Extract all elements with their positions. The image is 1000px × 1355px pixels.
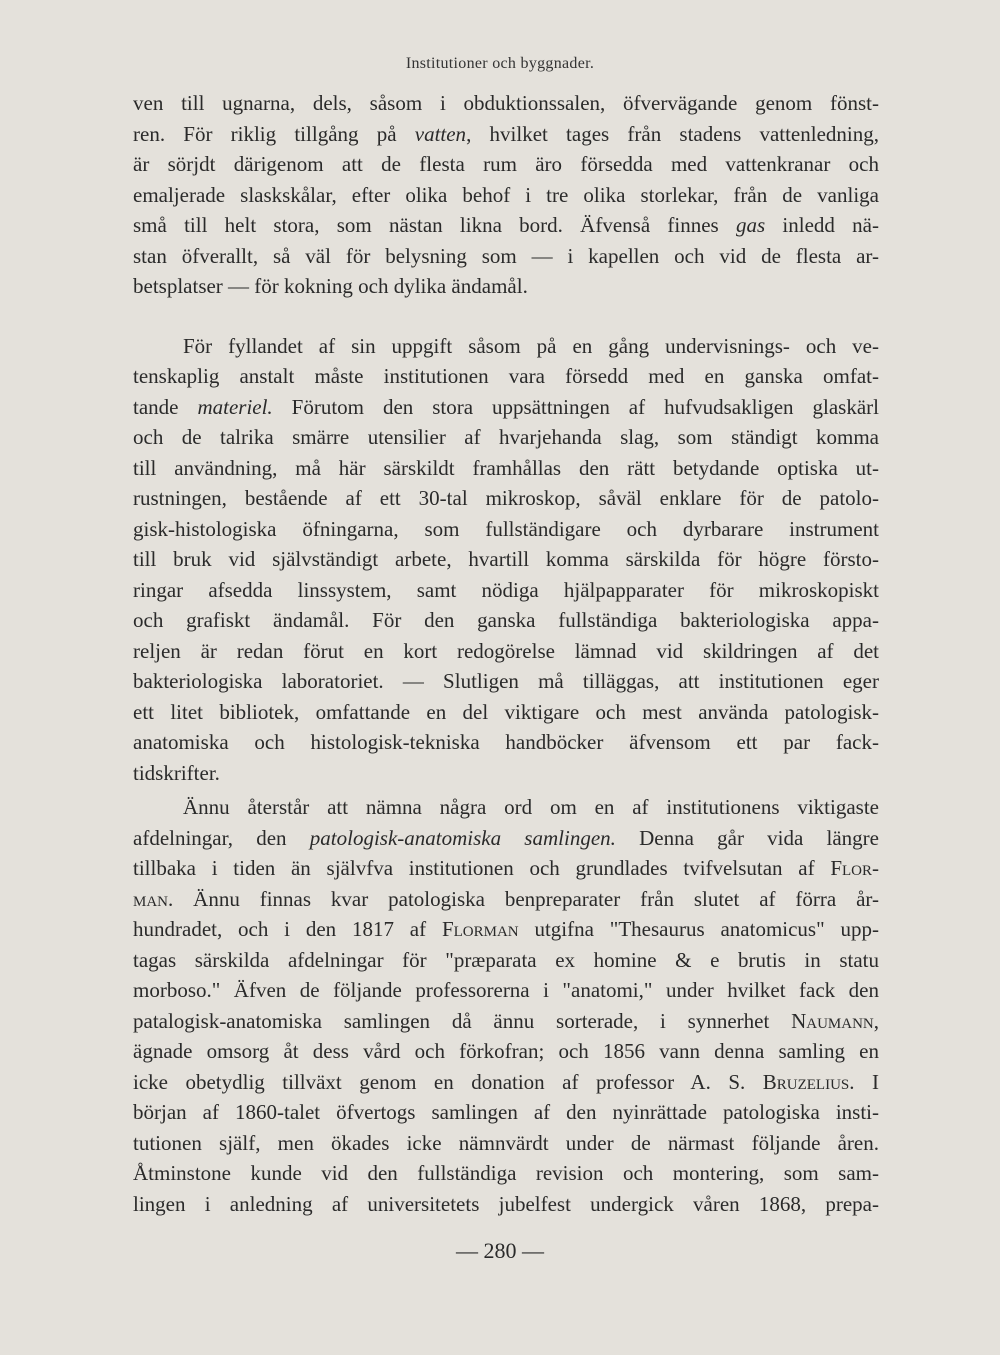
text-line (133, 914, 879, 945)
text-line (133, 1128, 879, 1159)
text-run: icke obetydlig tillväxt genom en donation af professor A. S. (133, 1069, 763, 1094)
text-run: morboso." Äfven de följande professorerna i "anatomi," under hvilket fack den (133, 978, 879, 1002)
text-line (133, 853, 879, 884)
text-run: gisk-histologiska öfningarna, som fullständigare och dyrbarare instrument (133, 516, 879, 541)
text-line (133, 180, 879, 211)
text-run: stan öfverallt, så väl för belysning som — i kapellen och vid de flesta ar- (133, 243, 879, 268)
text-run: reljen är redan förut en kort redogörelse lämnad vid skildringen af det (133, 638, 879, 663)
text-line (133, 241, 879, 272)
text-run: början af 1860-talet öfvertogs samlingen af den nyinrättade patologiska insti- (133, 1100, 879, 1124)
page-number: — 280 — (456, 1238, 544, 1263)
text-run: Denna går vida längre (615, 825, 879, 850)
emphasis: materiel. (197, 394, 273, 419)
paragraph (133, 331, 879, 789)
text-run: ägnade omsorg åt dess vård och förkofran; och 1856 vann denna samling en (133, 1039, 879, 1063)
name-smallcaps: man (133, 886, 169, 911)
text-run: ven till ugnarna, dels, såsom i obduktionssalen, öfvervägande genom fönst- (133, 91, 879, 115)
text-line (133, 636, 879, 667)
text-run: till användning, må här särskildt framhållas den rätt betydande optiska ut- (133, 455, 879, 480)
text-line (133, 727, 879, 758)
text-line (133, 422, 879, 453)
text-run: utgifna "Thesaurus anatomicus" upp- (518, 917, 879, 941)
text-line (133, 361, 879, 392)
text-line (133, 758, 879, 789)
name-smallcaps: Flor- (830, 856, 879, 880)
text-run: till bruk vid självständigt arbete, hvartill komma särskilda för högre försto- (133, 547, 879, 571)
text-line (133, 666, 879, 697)
text-run: tutionen själf, men ökades icke nämnvärdt under de närmast följande åren. (133, 1130, 879, 1155)
text-run: patalogisk-anatomiska samlingen då ännu sorterade, i synnerhet (133, 1008, 792, 1033)
text-run: tagas särskilda afdelningar för "præparata ex homine & e brutis in statu (133, 947, 879, 972)
text-line (133, 119, 879, 150)
name-smallcaps: Florman (441, 917, 519, 941)
text-run: ringar afsedda linssystem, samt nödiga hjälpapparater för mikroskopiskt (133, 577, 879, 602)
emphasis: patologisk-anatomiska samlingen. (309, 825, 616, 850)
text-run: och de talrika smärre utensilier af hvarjehanda slag, som ständigt komma (133, 425, 879, 449)
paragraph (133, 88, 879, 302)
text-run: emaljerade slaskskålar, efter olika behof i tre olika storlekar, från de vanliga (133, 182, 879, 207)
text-line (133, 823, 879, 854)
name-smallcaps: Bruzelius (762, 1069, 850, 1094)
text-run: För fyllandet af sin uppgift såsom på en gång undervisnings- och ve- (183, 333, 879, 358)
text-line (133, 1189, 879, 1220)
running-head: Institutioner och byggnader. (405, 55, 595, 72)
text-run: betsplatser — för kokning och dylika ändamål. (133, 274, 528, 298)
text-run: , (873, 1008, 879, 1033)
text-run: Förutom den stora uppsättningen af hufvudsakligen glaskärl (272, 394, 879, 419)
text-line (133, 1067, 879, 1098)
text-line (133, 792, 879, 823)
text-line (133, 453, 879, 484)
paragraph (133, 792, 879, 1219)
text-line (133, 1158, 879, 1189)
text-line (133, 1036, 879, 1067)
text-run: tidskrifter. (133, 760, 220, 785)
text-run: ren. För riklig tillgång på (133, 121, 415, 146)
text-line (133, 884, 879, 915)
text-line (133, 149, 879, 180)
text-line (133, 210, 879, 241)
text-run: tillbaka i tiden än självfva institutionen och grundlades tvifvelsutan af (133, 856, 831, 880)
text-run: Ännu återstår att nämna några ord om en af institutionens viktigaste (183, 795, 879, 819)
text-run: anatomiska och histologisk-tekniska handböcker äfvensom ett par fack- (133, 730, 879, 754)
text-run: Åtminstone kunde vid den fullständiga revision och montering, som sam- (133, 1161, 879, 1185)
text-line (133, 605, 879, 636)
text-line (133, 697, 879, 728)
text-line (133, 271, 879, 302)
text-run: ett litet bibliotek, omfattande en del viktigare och mest använda patologisk- (133, 699, 879, 724)
text-run: . I (849, 1069, 879, 1094)
text-run: hundradet, och i den 1817 af (133, 917, 442, 941)
text-line (133, 945, 879, 976)
text-run: och grafiskt ändamål. För den ganska fullständiga bakteriologiska appa- (133, 608, 879, 632)
text-run: är sörjdt därigenom att de flesta rum äro försedda med vattenkranar och (133, 152, 879, 176)
text-line (133, 575, 879, 606)
text-line (133, 1006, 879, 1037)
text-line (133, 975, 879, 1006)
text-line (133, 544, 879, 575)
body-text (133, 88, 879, 1219)
text-line (133, 392, 879, 423)
text-run: inledd nä- (765, 213, 879, 237)
text-run: tenskaplig anstalt måste institutionen vara försedd med en ganska omfat- (133, 364, 879, 388)
text-run: rustningen, bestående af ett 30-tal mikroskop, såväl enklare för de patolo- (133, 486, 879, 510)
text-run: . Ännu finnas kvar patologiska benpreparater från slutet af förra år- (168, 886, 879, 911)
text-line (133, 1097, 879, 1128)
name-smallcaps: Naumann (791, 1008, 874, 1033)
text-run: bakteriologiska laboratoriet. — Slutligen må tilläggas, att institutionen eger (133, 669, 879, 693)
text-run: tande (133, 394, 198, 419)
emphasis: vatten (414, 121, 467, 146)
text-run: afdelningar, den (133, 825, 310, 850)
text-line (133, 88, 879, 119)
text-line (133, 483, 879, 514)
text-run: , hvilket tages från stadens vattenledning, (466, 121, 879, 146)
emphasis: gas (735, 213, 766, 237)
text-run: lingen i anledning af universitetets jubelfest undergick våren 1868, prepa- (133, 1191, 879, 1216)
text-line (133, 331, 879, 362)
text-line (133, 514, 879, 545)
text-run: små till helt stora, som nästan likna bord. Äfvenså finnes (133, 213, 736, 237)
